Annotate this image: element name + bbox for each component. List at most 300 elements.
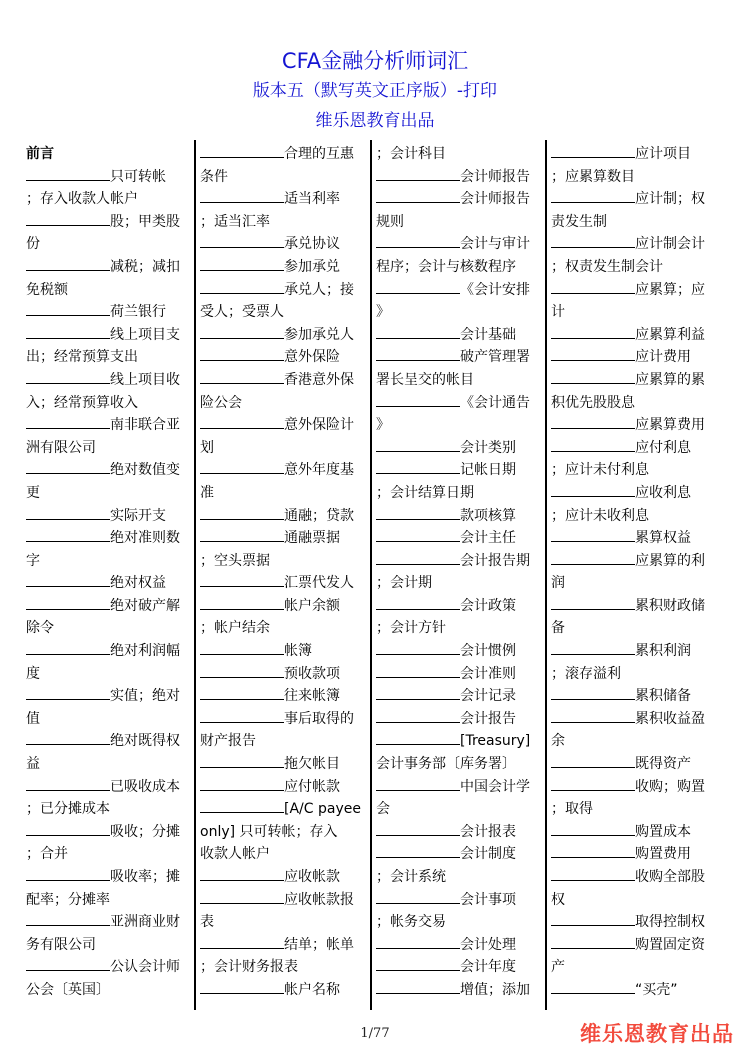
fill-in-blank[interactable] xyxy=(26,867,110,881)
fill-in-blank[interactable] xyxy=(200,754,284,768)
vocab-line xyxy=(551,663,717,686)
vocab-text: 会 xyxy=(376,801,390,818)
vocab-text: 线上项目收 xyxy=(110,371,180,388)
fill-in-blank[interactable] xyxy=(26,506,110,520)
vocab-text: 会计类别 xyxy=(460,439,516,456)
vocab-line xyxy=(200,617,366,640)
vocab-text: ；应累算数目 xyxy=(551,168,635,185)
vocab-line xyxy=(376,572,542,595)
vocab-line xyxy=(200,889,366,912)
vocab-text: 绝对破产解 xyxy=(110,597,180,614)
vocab-text: 累积储备 xyxy=(635,688,691,705)
vocab-line xyxy=(26,143,190,166)
fill-in-blank[interactable] xyxy=(551,912,635,926)
fill-in-blank[interactable] xyxy=(376,935,460,949)
vocab-line xyxy=(551,956,717,979)
vocab-text: 事后取得的 xyxy=(284,710,354,727)
vocab-line xyxy=(551,979,717,1002)
vocab-text: 取得控制权 xyxy=(635,914,705,931)
vocab-text: 购置费用 xyxy=(635,846,691,863)
vocab-text: 记帐日期 xyxy=(460,462,516,479)
vocab-line xyxy=(376,889,542,912)
vocab-line xyxy=(376,617,542,640)
fill-in-blank[interactable] xyxy=(551,777,635,791)
fill-in-blank[interactable] xyxy=(376,189,460,203)
fill-in-blank[interactable] xyxy=(200,144,284,158)
vocab-text: 份 xyxy=(26,236,40,253)
fill-in-blank[interactable] xyxy=(376,664,460,678)
fill-in-blank[interactable] xyxy=(551,144,635,158)
vocab-text: 荷兰银行 xyxy=(110,304,166,321)
fill-in-blank[interactable] xyxy=(200,777,284,791)
vocab-line xyxy=(200,301,366,324)
vocab-line xyxy=(551,934,717,957)
vocab-text: 通融票据 xyxy=(284,530,340,547)
vocab-text: 》 xyxy=(376,417,390,434)
fill-in-blank[interactable] xyxy=(200,189,284,203)
vocab-text: 会计主任 xyxy=(460,530,516,547)
fill-in-blank[interactable] xyxy=(551,980,635,994)
vocab-line xyxy=(376,595,542,618)
fill-in-blank[interactable] xyxy=(200,867,284,881)
vocab-line xyxy=(26,459,190,482)
vocab-text: 》 xyxy=(376,304,390,321)
vocab-line xyxy=(200,505,366,528)
vocab-text: 亚洲商业财 xyxy=(110,914,180,931)
fill-in-blank[interactable] xyxy=(376,596,460,610)
vocab-line xyxy=(200,211,366,234)
fill-in-blank[interactable] xyxy=(376,822,460,836)
fill-in-blank[interactable] xyxy=(26,573,110,587)
vocab-text: 应收帐款报 xyxy=(284,891,354,908)
vocab-text: 帐户余额 xyxy=(284,597,340,614)
vocab-line xyxy=(376,211,542,234)
fill-in-blank[interactable] xyxy=(26,957,110,971)
vocab-text: 应付利息 xyxy=(635,439,691,456)
fill-in-blank[interactable] xyxy=(551,415,635,429)
vocab-line xyxy=(200,414,366,437)
vocab-line xyxy=(551,595,717,618)
fill-in-blank[interactable] xyxy=(551,596,635,610)
fill-in-blank[interactable] xyxy=(26,167,110,181)
vocab-text: 实值；绝对 xyxy=(110,688,180,705)
fill-in-blank[interactable] xyxy=(200,460,284,474)
vocab-line xyxy=(551,572,717,595)
vocab-line xyxy=(376,934,542,957)
vocab-text: 收购全部股 xyxy=(635,869,705,885)
fill-in-blank[interactable] xyxy=(26,596,110,610)
vocab-line xyxy=(26,798,190,821)
vocab-text: 累积财政储 xyxy=(635,597,705,614)
vocab-line xyxy=(200,595,366,618)
vocab-line xyxy=(200,279,366,302)
vocab-text: 通融；贷款 xyxy=(284,507,354,524)
vocab-line xyxy=(376,708,542,731)
vocab-text: 收购；购置 xyxy=(635,778,705,795)
vocab-line xyxy=(376,753,542,776)
vocab-text: ；会计系统 xyxy=(376,869,446,885)
fill-in-blank[interactable] xyxy=(376,777,460,791)
fill-in-blank[interactable] xyxy=(26,302,110,316)
fill-in-blank[interactable] xyxy=(376,528,460,542)
fill-in-blank[interactable] xyxy=(376,980,460,994)
vocab-text: 会计记录 xyxy=(460,688,516,705)
vocab-text: ；空头票据 xyxy=(200,552,270,569)
vocab-line xyxy=(376,505,542,528)
vocab-line xyxy=(26,437,190,460)
fill-in-blank[interactable] xyxy=(26,257,110,271)
vocab-text: ；帐务交易 xyxy=(376,914,446,931)
fill-in-blank[interactable] xyxy=(551,551,635,565)
fill-in-blank[interactable] xyxy=(551,325,635,339)
vocab-line xyxy=(551,346,717,369)
fill-in-blank[interactable] xyxy=(551,641,635,655)
vocab-text: ；会计科目 xyxy=(376,146,446,162)
vocab-line xyxy=(26,617,190,640)
vocab-line xyxy=(551,301,717,324)
vocab-line xyxy=(376,256,542,279)
vocab-line xyxy=(26,889,190,912)
vocab-text: 绝对利润幅 xyxy=(110,643,180,660)
vocab-text: 参加承兑 xyxy=(284,258,340,275)
vocab-line xyxy=(26,369,190,392)
fill-in-blank[interactable] xyxy=(551,822,635,836)
vocab-line xyxy=(200,640,366,663)
vocab-line xyxy=(200,188,366,211)
vocabulary-columns xyxy=(0,143,750,1011)
vocab-text: 会计惯例 xyxy=(460,643,516,660)
vocab-text: 应计费用 xyxy=(635,349,691,366)
vocab-line xyxy=(200,550,366,573)
vocab-line xyxy=(551,843,717,866)
vocab-line xyxy=(200,866,366,889)
vocab-text: 值 xyxy=(26,710,40,727)
vocab-text: 润 xyxy=(551,575,565,592)
vocab-text: 已吸收成本 xyxy=(110,778,180,795)
vocab-line xyxy=(551,233,717,256)
vocab-line xyxy=(376,279,542,302)
vocab-line xyxy=(26,572,190,595)
fill-in-blank[interactable] xyxy=(376,325,460,339)
fill-in-blank[interactable] xyxy=(26,212,110,226)
vocab-text: 意外年度基 xyxy=(284,462,354,479)
vocab-text: 应收帐款 xyxy=(284,869,340,885)
vocab-line xyxy=(26,188,190,211)
vocab-text: 适当利率 xyxy=(284,191,340,208)
fill-in-blank[interactable] xyxy=(376,234,460,248)
vocab-line xyxy=(26,776,190,799)
vocab-text: ；会计财务报表 xyxy=(200,959,298,976)
vocab-text: 会计师报告 xyxy=(460,168,530,185)
vocab-text: 出；经常预算支出 xyxy=(26,349,138,366)
vocab-line xyxy=(26,414,190,437)
vocab-line xyxy=(376,437,542,460)
vocab-line xyxy=(26,708,190,731)
fill-in-blank[interactable] xyxy=(376,167,460,181)
vocab-text: ；适当汇率 xyxy=(200,213,270,230)
fill-in-blank[interactable] xyxy=(551,189,635,203)
vocab-line xyxy=(200,911,366,934)
fill-in-blank[interactable] xyxy=(551,438,635,452)
fill-in-blank[interactable] xyxy=(200,257,284,271)
vocab-text: 股；甲类股 xyxy=(110,213,180,230)
fill-in-blank[interactable] xyxy=(376,551,460,565)
fill-in-blank[interactable] xyxy=(26,731,110,745)
fill-in-blank[interactable] xyxy=(200,506,284,520)
vocab-text: 吸收；分摊 xyxy=(110,823,180,840)
vocab-line xyxy=(376,821,542,844)
fill-in-blank[interactable] xyxy=(200,415,284,429)
vocab-line xyxy=(376,776,542,799)
vocab-text: 署长呈交的帐目 xyxy=(376,371,474,388)
vocab-line xyxy=(26,550,190,573)
vocab-line xyxy=(26,753,190,776)
vocab-line xyxy=(26,685,190,708)
vocab-text: 条件 xyxy=(200,168,228,185)
fill-in-blank[interactable] xyxy=(200,799,284,813)
fill-in-blank[interactable] xyxy=(551,686,635,700)
vocab-text: 参加承兑人 xyxy=(284,326,354,343)
fill-in-blank[interactable] xyxy=(376,890,460,904)
vocab-text: 应计制；权 xyxy=(635,191,705,208)
fill-in-blank[interactable] xyxy=(551,483,635,497)
fill-in-blank[interactable] xyxy=(376,280,460,294)
vocab-text: 会计报表 xyxy=(460,823,516,840)
vocab-line xyxy=(26,640,190,663)
vocab-line xyxy=(26,346,190,369)
vocab-text: 应付帐款 xyxy=(284,778,340,795)
vocab-line xyxy=(200,821,366,844)
vocab-text: 会计报告期 xyxy=(460,552,530,569)
fill-in-blank[interactable] xyxy=(376,844,460,858)
vocab-text: 会计师报告 xyxy=(460,191,530,208)
vocab-line xyxy=(551,708,717,731)
vocab-line xyxy=(376,663,542,686)
column-3 xyxy=(376,143,542,1011)
vocab-line xyxy=(376,233,542,256)
watermark-logo: 维乐恩教育出品 xyxy=(580,1022,734,1046)
vocab-line xyxy=(200,324,366,347)
vocab-text: 会计事项 xyxy=(460,891,516,908)
vocab-text: 公会〔英国〕 xyxy=(26,981,110,998)
vocab-text: 吸收率；摊 xyxy=(110,869,180,885)
vocab-text: 会计政策 xyxy=(460,597,516,614)
vocab-text: 规则 xyxy=(376,213,404,230)
vocab-text: 中国会计学 xyxy=(460,778,530,795)
vocab-line xyxy=(376,911,542,934)
vocab-line xyxy=(26,911,190,934)
vocab-text: 意外保险计 xyxy=(284,417,354,434)
vocab-line xyxy=(200,730,366,753)
fill-in-blank[interactable] xyxy=(200,686,284,700)
vocab-line xyxy=(200,776,366,799)
fill-in-blank[interactable] xyxy=(376,641,460,655)
vocab-text: 产 xyxy=(551,959,565,976)
vocab-text: 应计制会计 xyxy=(635,236,705,253)
vocab-line xyxy=(26,166,190,189)
vocab-text: 会计准则 xyxy=(460,665,516,682)
document-title: CFA金融分析师词汇 xyxy=(281,49,469,73)
fill-in-blank[interactable] xyxy=(200,980,284,994)
vocab-text: “买壳” xyxy=(635,981,678,998)
vocab-text: [A/C payee xyxy=(284,801,361,818)
fill-in-blank[interactable] xyxy=(376,731,460,745)
vocab-line xyxy=(376,482,542,505)
vocab-line xyxy=(26,392,190,415)
fill-in-blank[interactable] xyxy=(551,754,635,768)
vocab-line xyxy=(200,979,366,1002)
fill-in-blank[interactable] xyxy=(200,234,284,248)
vocab-line xyxy=(200,843,366,866)
vocab-line xyxy=(551,279,717,302)
vocab-line xyxy=(376,956,542,979)
vocab-line xyxy=(200,527,366,550)
fill-in-blank[interactable] xyxy=(26,370,110,384)
vocab-text: 险公会 xyxy=(200,394,242,411)
vocab-text: 合理的互惠 xyxy=(284,146,354,162)
vocab-text: 洲有限公司 xyxy=(26,439,96,456)
fill-in-blank[interactable] xyxy=(200,596,284,610)
vocab-line xyxy=(376,685,542,708)
fill-in-blank[interactable] xyxy=(376,957,460,971)
vocab-line xyxy=(376,188,542,211)
vocab-line xyxy=(26,663,190,686)
fill-in-blank[interactable] xyxy=(26,641,110,655)
vocab-line xyxy=(551,256,717,279)
vocab-line xyxy=(376,369,542,392)
fill-in-blank[interactable] xyxy=(376,506,460,520)
fill-in-blank[interactable] xyxy=(551,347,635,361)
vocab-text: 应累算的累 xyxy=(635,371,705,388)
vocab-line xyxy=(200,256,366,279)
fill-in-blank[interactable] xyxy=(376,438,460,452)
vocab-text: 积优先股股息 xyxy=(551,394,635,411)
vocab-text: 应累算；应 xyxy=(635,281,705,298)
fill-in-blank[interactable] xyxy=(200,935,284,949)
vocab-line xyxy=(551,798,717,821)
vocab-line xyxy=(200,459,366,482)
vocab-text: 结单；帐单 xyxy=(284,936,354,953)
vocab-text: 更 xyxy=(26,484,40,501)
vocab-line xyxy=(26,934,190,957)
fill-in-blank[interactable] xyxy=(200,709,284,723)
vocab-line xyxy=(376,301,542,324)
vocab-text: 绝对权益 xyxy=(110,575,166,592)
fill-in-blank[interactable] xyxy=(200,573,284,587)
vocab-text: only] 只可转帐；存入 xyxy=(200,823,338,840)
vocab-text: 承兑协议 xyxy=(284,236,340,253)
vocab-line xyxy=(376,414,542,437)
fill-in-blank[interactable] xyxy=(200,325,284,339)
fill-in-blank[interactable] xyxy=(200,280,284,294)
fill-in-blank[interactable] xyxy=(376,347,460,361)
vocab-text: 应累算的利 xyxy=(635,552,705,569)
fill-in-blank[interactable] xyxy=(26,325,110,339)
vocab-line xyxy=(551,459,717,482)
vocab-line xyxy=(551,188,717,211)
column-2 xyxy=(200,143,366,1011)
vocab-line xyxy=(26,211,190,234)
fill-in-blank[interactable] xyxy=(26,777,110,791)
vocab-text: ；滚存溢利 xyxy=(551,665,621,682)
vocab-line xyxy=(200,685,366,708)
vocab-line xyxy=(376,843,542,866)
vocab-line xyxy=(200,708,366,731)
fill-in-blank[interactable] xyxy=(376,709,460,723)
fill-in-blank[interactable] xyxy=(551,935,635,949)
section-heading: 前言 xyxy=(26,146,54,162)
vocab-text: 会计年度 xyxy=(460,959,516,976)
vocab-line xyxy=(551,392,717,415)
fill-in-blank[interactable] xyxy=(551,234,635,248)
vocab-text: 应计项目 xyxy=(635,146,691,162)
vocab-line xyxy=(26,730,190,753)
fill-in-blank[interactable] xyxy=(551,280,635,294)
vocab-text: 责发生制 xyxy=(551,213,607,230)
vocab-text: 汇票代发人 xyxy=(284,575,354,592)
fill-in-blank[interactable] xyxy=(200,370,284,384)
fill-in-blank[interactable] xyxy=(551,370,635,384)
vocab-line xyxy=(200,143,366,166)
fill-in-blank[interactable] xyxy=(200,890,284,904)
vocab-text: 公认会计师 xyxy=(110,959,180,976)
fill-in-blank[interactable] xyxy=(551,709,635,723)
fill-in-blank[interactable] xyxy=(26,822,110,836)
vocab-line xyxy=(551,505,717,528)
vocab-line xyxy=(551,527,717,550)
vocab-text: 破产管理署 xyxy=(460,349,530,366)
vocab-text: ；应计未付利息 xyxy=(551,462,649,479)
fill-in-blank[interactable] xyxy=(551,867,635,881)
vocab-line xyxy=(376,550,542,573)
fill-in-blank[interactable] xyxy=(200,528,284,542)
fill-in-blank[interactable] xyxy=(26,415,110,429)
vocab-text: 既得资产 xyxy=(635,756,691,773)
vocab-text: 会计基础 xyxy=(460,326,516,343)
vocab-text: 累积利润 xyxy=(635,643,691,660)
vocab-text: ；会计方针 xyxy=(376,620,446,637)
fill-in-blank[interactable] xyxy=(200,347,284,361)
vocab-line xyxy=(26,279,190,302)
fill-in-blank[interactable] xyxy=(26,912,110,926)
vocab-text: 除令 xyxy=(26,620,54,637)
vocab-line xyxy=(200,934,366,957)
vocab-text: 帐户名称 xyxy=(284,981,340,998)
fill-in-blank[interactable] xyxy=(26,528,110,542)
vocab-text: [Treasury] xyxy=(460,733,531,750)
vocab-line xyxy=(551,685,717,708)
fill-in-blank[interactable] xyxy=(200,641,284,655)
fill-in-blank[interactable] xyxy=(376,460,460,474)
vocab-line xyxy=(26,482,190,505)
fill-in-blank[interactable] xyxy=(376,393,460,407)
fill-in-blank[interactable] xyxy=(200,664,284,678)
fill-in-blank[interactable] xyxy=(376,686,460,700)
vocab-line xyxy=(551,211,717,234)
vocab-line xyxy=(376,640,542,663)
vocab-line xyxy=(200,166,366,189)
fill-in-blank[interactable] xyxy=(551,528,635,542)
vocab-line xyxy=(26,843,190,866)
vocab-text: 南非联合亚 xyxy=(110,417,180,434)
fill-in-blank[interactable] xyxy=(26,460,110,474)
vocab-text: 意外保险 xyxy=(284,349,340,366)
fill-in-blank[interactable] xyxy=(551,844,635,858)
vocab-line xyxy=(551,640,717,663)
fill-in-blank[interactable] xyxy=(26,686,110,700)
vocab-text: 计 xyxy=(551,304,565,321)
vocab-line xyxy=(551,753,717,776)
